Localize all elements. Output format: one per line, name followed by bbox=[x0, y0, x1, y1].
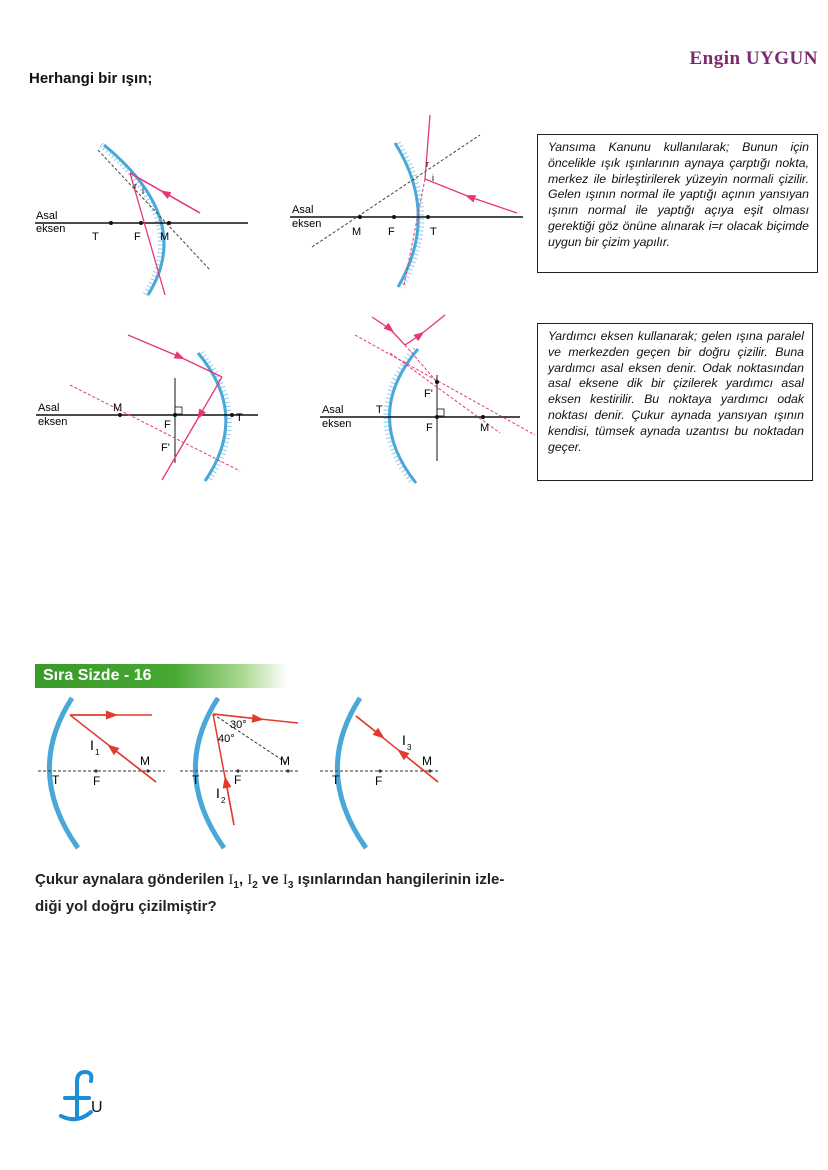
diagram-auxiliary-concave bbox=[36, 335, 258, 481]
question-symbol: I bbox=[228, 872, 234, 888]
question-text: ve bbox=[257, 871, 283, 888]
axis-label: eksen bbox=[322, 418, 352, 430]
question-sub: 1 bbox=[233, 880, 239, 891]
page-heading: Herhangi bir ışın; bbox=[29, 70, 153, 87]
label-t: T bbox=[376, 404, 383, 416]
ray-label-i1-sub: 1 bbox=[95, 748, 100, 757]
label-f: F bbox=[375, 774, 383, 788]
axis-label: eksen bbox=[292, 218, 322, 230]
exercise-question bbox=[35, 869, 535, 917]
question-text: , bbox=[238, 871, 248, 888]
explanation-box-auxiliary: Yardımcı eksen kullanarak; gelen ışına paralel ve merkezden geçen bir doğru çizilir. Buna yardımcı asal eksen denir. Odak noktasından asal eksene dik bir çizilerek yardımcı asal eksen kestirilir. Bu noktaya yardımcı odak noktası denir. Çukur aynada yansıyan ışının kendisi, tümsek aynada uzantısı bu noktadan geçer. bbox=[537, 323, 813, 481]
label-r: r bbox=[426, 159, 429, 169]
ray-label-i3-sub: 3 bbox=[407, 743, 412, 752]
exercise-diagram-1 bbox=[38, 698, 165, 848]
exercise-diagrams bbox=[30, 690, 450, 855]
label-f-prime: F' bbox=[424, 388, 433, 400]
diagram-reflection-convex bbox=[290, 115, 523, 287]
label-t: T bbox=[192, 773, 200, 787]
label-m: M bbox=[422, 754, 432, 768]
question-symbol: I bbox=[282, 872, 288, 888]
axis-label: eksen bbox=[38, 416, 68, 428]
label-m: M bbox=[160, 231, 170, 243]
footer-logo bbox=[55, 1068, 105, 1122]
question-sub: 2 bbox=[252, 880, 258, 891]
ray-label-i1: I bbox=[90, 737, 94, 753]
axis-label: Asal bbox=[292, 204, 314, 216]
axis-label: eksen bbox=[36, 223, 66, 235]
label-m: M bbox=[280, 754, 290, 768]
exercise-banner: Sıra Sizde - 16 bbox=[35, 664, 287, 688]
label-t: T bbox=[236, 412, 243, 424]
axis-label: Asal bbox=[36, 210, 58, 222]
label-i: i bbox=[142, 186, 144, 196]
label-m: M bbox=[480, 422, 490, 434]
diagram-reflection-concave bbox=[35, 145, 248, 295]
diagram-auxiliary-convex bbox=[320, 315, 535, 483]
exercise-diagram-3 bbox=[320, 698, 440, 848]
label-t: T bbox=[52, 773, 60, 787]
explanation-box-reflection: Yansıma Kanunu kullanılarak; Bunun için öncelikle ışık ışınlarının aynaya çarptığı nokta, merkez ile birleştirilerek yüzeyin normali çizilir. Gelen ışının normal ile yaptığı açının yansıyan ışının normal ile yaptığı açıya eşit olması gerektiği göz önüne alınarak i=r olacak biçimde uygun bir çizim yapılır. bbox=[537, 134, 818, 273]
label-t: T bbox=[92, 231, 99, 243]
label-f: F bbox=[134, 231, 141, 243]
question-text: diği yol doğru çizilmiştir? bbox=[35, 898, 217, 915]
label-f: F bbox=[164, 419, 171, 431]
label-m: M bbox=[140, 754, 150, 768]
author-name: Engin UYGUN bbox=[689, 48, 818, 69]
label-f: F bbox=[234, 773, 242, 787]
ray-label-i3: I bbox=[402, 732, 406, 748]
angle-40: 40° bbox=[218, 733, 235, 745]
label-f: F bbox=[93, 774, 101, 788]
label-m: M bbox=[352, 226, 362, 238]
label-m: M bbox=[113, 402, 123, 414]
question-text: Çukur aynalara gönderilen bbox=[35, 871, 229, 888]
axis-label: Asal bbox=[38, 402, 60, 414]
logo-text: U bbox=[91, 1099, 103, 1116]
label-t: T bbox=[430, 226, 437, 238]
question-sub: 3 bbox=[287, 880, 294, 891]
mirror-diagrams bbox=[0, 95, 540, 505]
question-symbol: I bbox=[247, 872, 253, 888]
question-text: ışınlarından hangilerinin izle- bbox=[293, 871, 505, 888]
label-f: F bbox=[388, 226, 395, 238]
exercise-diagram-2 bbox=[180, 698, 300, 848]
label-i: i bbox=[432, 173, 434, 183]
ray-label-i2: I bbox=[216, 785, 220, 801]
label-t: T bbox=[332, 773, 340, 787]
label-f-prime: F' bbox=[161, 442, 170, 454]
angle-30: 30° bbox=[230, 719, 247, 731]
label-f: F bbox=[426, 422, 433, 434]
label-r: r bbox=[134, 181, 137, 191]
ray-label-i2-sub: 2 bbox=[221, 796, 226, 805]
axis-label: Asal bbox=[322, 404, 344, 416]
